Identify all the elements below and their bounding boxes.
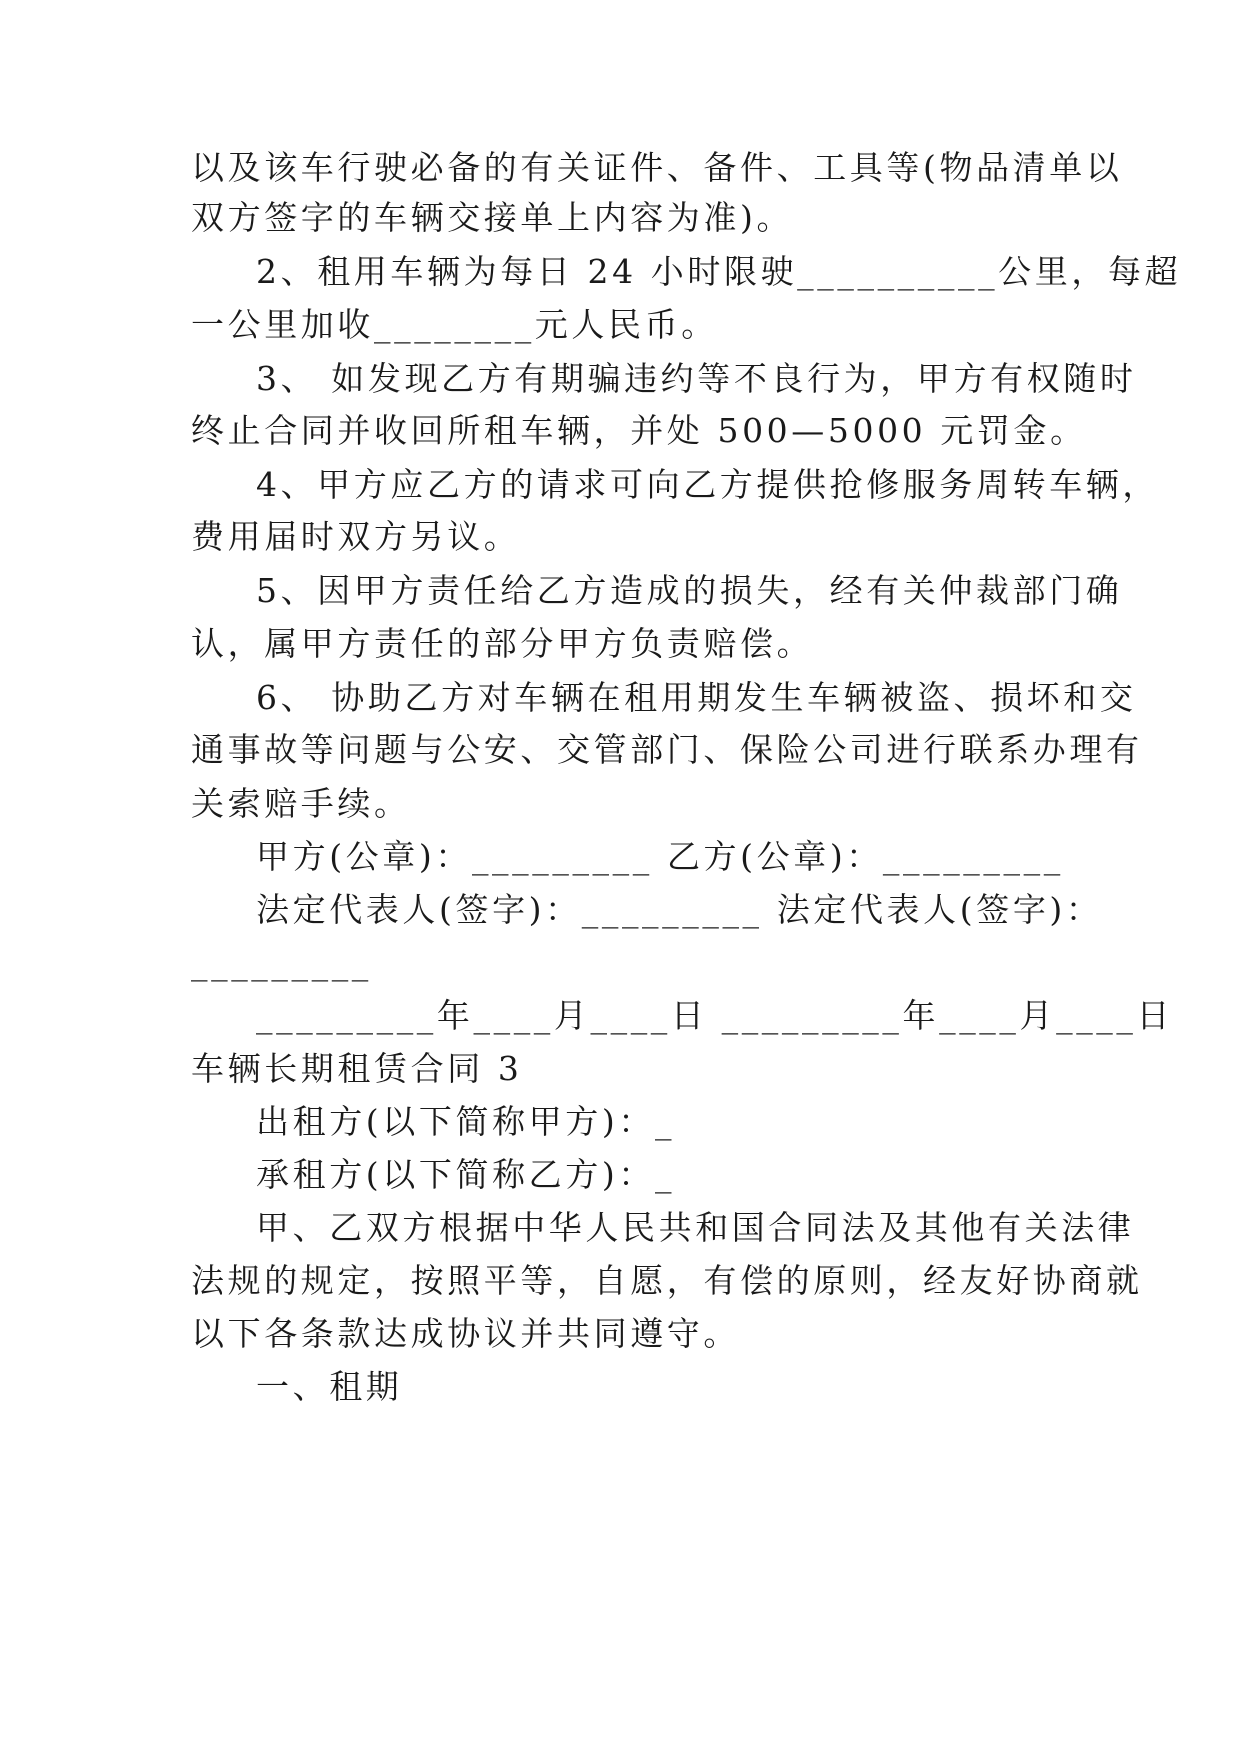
clause-2-line-1: 2、租用车辆为每日 24 小时限驶__________公里，每超 <box>256 252 1182 291</box>
clause-2-line-2: 一公里加收________元人民币。 <box>191 305 718 344</box>
date-line: _________年____月____日 _________年____月____日 <box>256 996 1174 1035</box>
section-heading-term: 一、租期 <box>256 1367 403 1406</box>
clause-5-line-1: 5、因甲方责任给乙方造成的损失，经有关仲裁部门确 <box>256 571 1123 610</box>
clause-4-line-2: 费用届时双方另议。 <box>191 517 521 556</box>
preamble-line-2: 法规的规定，按照平等，自愿，有偿的原则，经友好协商就 <box>191 1261 1143 1300</box>
clause-3-line-1: 3、 如发现乙方有期骗违约等不良行为，甲方有权随时 <box>256 359 1137 398</box>
preamble-line-3: 以下各条款达成协议并共同遵守。 <box>191 1314 740 1353</box>
clause-3-line-2: 终止合同并收回所租车辆，并处 500—5000 元罚金。 <box>191 411 1087 450</box>
seal-signature-line: 甲方(公章)：_________ 乙方(公章)：_________ <box>256 837 1064 876</box>
para-line-1: 以及该车行驶必备的有关证件、备件、工具等(物品清单以 <box>191 148 1123 187</box>
para-line-2: 双方签字的车辆交接单上内容为准)。 <box>191 198 794 237</box>
clause-6-line-2: 通事故等问题与公安、交管部门、保险公司进行联系办理有 <box>191 730 1143 769</box>
clause-6-line-3: 关索赔手续。 <box>191 784 411 823</box>
representative-signature-line: 法定代表人(签字)：_________ 法定代表人(签字)： <box>256 890 1103 929</box>
clause-4-line-1: 4、甲方应乙方的请求可向乙方提供抢修服务周转车辆， <box>256 465 1159 504</box>
representative-blank: _________ <box>191 943 372 982</box>
clause-6-line-1: 6、 协助乙方对车辆在租用期发生车辆被盗、损坏和交 <box>256 678 1137 717</box>
clause-5-line-2: 认，属甲方责任的部分甲方负责赔偿。 <box>191 624 814 663</box>
contract-title: 车辆长期租赁合同 3 <box>191 1049 523 1088</box>
lessee-line: 承租方(以下简称乙方)：_ <box>256 1155 676 1194</box>
lessor-line: 出租方(以下简称甲方)：_ <box>256 1102 676 1141</box>
preamble-line-1: 甲、乙双方根据中华人民共和国合同法及其他有关法律 <box>256 1208 1135 1247</box>
